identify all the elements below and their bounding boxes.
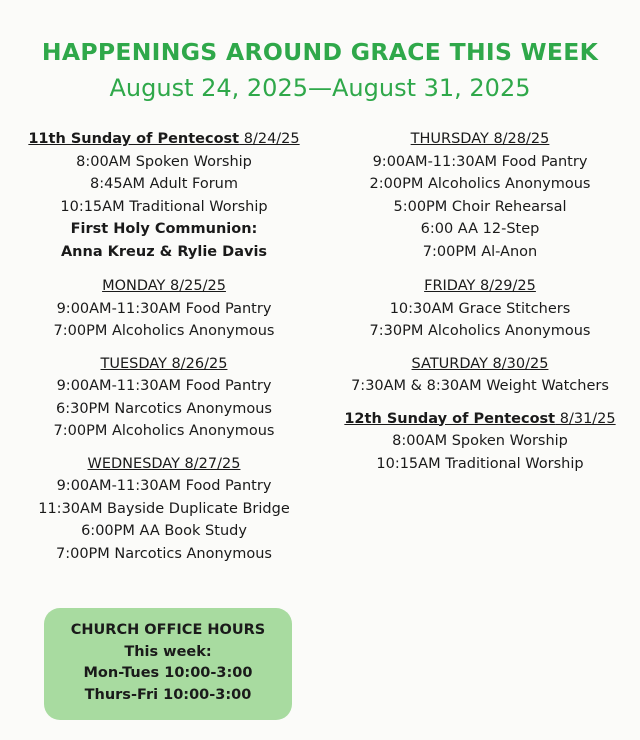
event-item: 9:00AM-11:30AM Food Pantry <box>56 478 272 494</box>
day-heading-saturday <box>320 353 640 376</box>
event-item: 7:00PM Alcoholics Anonymous <box>53 423 275 439</box>
sunday-name: 11th Sunday of Pentecost <box>28 131 240 147</box>
office-hours-mon-tues: Mon-Tues 10:00-3:00 <box>83 665 253 681</box>
day-block-next-sunday <box>320 408 640 476</box>
event-item: 8:00AM Spoken Worship <box>76 153 252 170</box>
event-item: 11:30AM Bayside Duplicate Bridge <box>38 500 290 517</box>
schedule-right-column <box>320 128 640 475</box>
communion-names: Anna Kreuz & Rylie Davis <box>60 243 268 260</box>
office-hours-thurs-fri: Thurs-Fri 10:00-3:00 <box>84 686 252 703</box>
day-heading-friday <box>320 275 640 298</box>
day-block-monday <box>14 275 314 343</box>
event-item: 10:30AM Grace Stitchers <box>389 300 571 317</box>
day-block-tuesday <box>14 353 314 443</box>
office-hours-title: CHURCH OFFICE HOURS <box>70 622 266 638</box>
event-item: 10:15AM Traditional Worship <box>60 198 268 215</box>
day-heading-next-sunday <box>320 408 640 431</box>
event-item: 7:00PM Al-Anon <box>422 243 538 260</box>
wednesday-heading-text: WEDNESDAY 8/27/25 <box>87 455 241 472</box>
day-heading-monday <box>14 275 314 298</box>
page-title: HAPPENINGS AROUND GRACE THIS WEEK <box>41 38 599 66</box>
day-heading-sunday <box>14 128 314 151</box>
event-item: 7:30PM Alcoholics Anonymous <box>369 323 591 339</box>
date-range: August 24, 2025—August 31, 2025 <box>109 74 531 102</box>
event-item: 6:00PM AA Book Study <box>81 523 247 539</box>
event-item: 7:00PM Narcotics Anonymous <box>56 545 272 562</box>
day-block-saturday <box>320 353 640 398</box>
day-block-sunday <box>14 128 314 263</box>
day-heading-wednesday <box>14 453 314 476</box>
event-item: 2:00PM Alcoholics Anonymous <box>369 176 591 192</box>
event-item: 9:00AM-11:30AM Food Pantry <box>56 300 272 317</box>
schedule-left-column <box>14 128 314 565</box>
day-block-thursday <box>320 128 640 263</box>
tuesday-heading-text: TUESDAY 8/26/25 <box>100 355 228 372</box>
day-block-wednesday <box>14 453 314 566</box>
event-item: 9:00AM-11:30AM Food Pantry <box>372 153 588 170</box>
event-item: 8:45AM Adult Forum <box>90 176 238 192</box>
monday-heading-text: MONDAY 8/25/25 <box>102 278 226 294</box>
day-heading-thursday <box>320 128 640 151</box>
event-item: 8:00AM Spoken Worship <box>392 433 568 449</box>
event-item: 6:00 AA 12-Step <box>420 221 540 237</box>
event-item: 9:00AM-11:30AM Food Pantry <box>56 378 272 394</box>
event-item: 10:15AM Traditional Worship <box>376 455 584 472</box>
office-hours-subtitle: This week: <box>124 643 212 660</box>
day-block-friday <box>320 275 640 343</box>
event-item: 7:00PM Alcoholics Anonymous <box>53 323 275 339</box>
event-item: 5:00PM Choir Rehearsal <box>393 198 567 215</box>
next-sunday-name: 12th Sunday of Pentecost <box>344 410 556 427</box>
thursday-heading-text: THURSDAY 8/28/25 <box>410 131 550 147</box>
office-hours-box <box>44 608 292 720</box>
event-item: 7:30AM & 8:30AM Weight Watchers <box>351 378 609 394</box>
saturday-heading-text: SATURDAY 8/30/25 <box>411 355 549 372</box>
day-heading-tuesday <box>14 353 314 376</box>
communion-heading: First Holy Communion: <box>70 221 258 237</box>
friday-heading-text: FRIDAY 8/29/25 <box>424 278 536 294</box>
next-sunday-date: 8/31/25 <box>555 410 616 427</box>
event-item: 6:30PM Narcotics Anonymous <box>56 400 272 417</box>
sunday-date: 8/24/25 <box>239 131 300 147</box>
